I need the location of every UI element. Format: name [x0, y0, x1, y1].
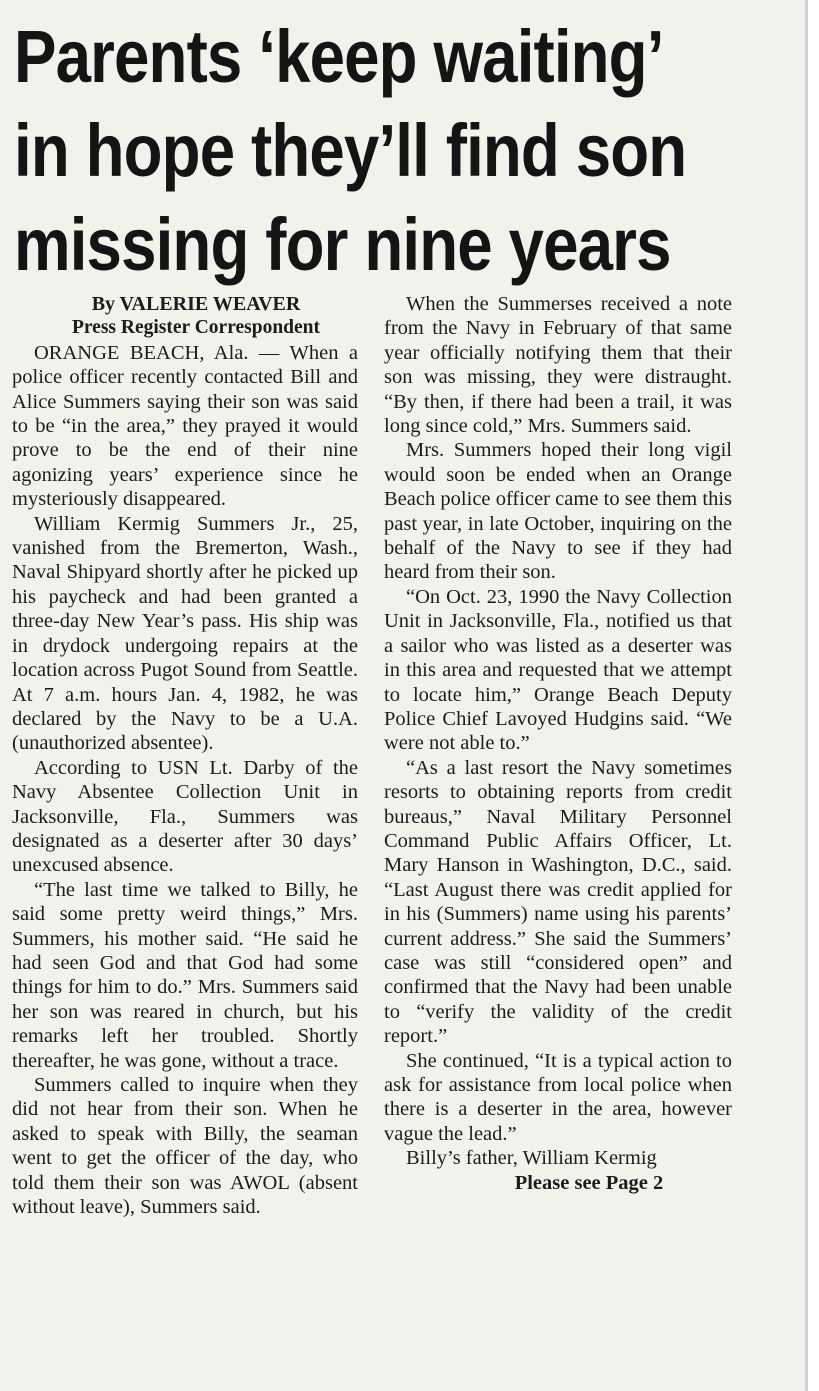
headline-line-2: in hope they’ll find son — [14, 109, 687, 192]
paragraph: Summers called to inquire when they did not hear from their son. When he asked to speak with Billy, the seaman went to get the officer of the day, who told them their son was AWOL (absent without leave), Summers said. — [12, 1074, 358, 1219]
paragraph: When the Summerses received a note from the Navy in February of that same year officially notifying them that their son was missing, they were distraught. “By then, if there had been a trail, it was long since cold,” Mrs. Summers said. — [384, 293, 732, 438]
paragraph: She continued, “It is a typical action to ask for assistance from local police when there is a deserter in the area, however vague the lead.” — [384, 1049, 732, 1145]
paragraph: “As a last resort the Navy sometimes resorts to obtaining reports from credit bureaus,” Naval Military Personnel Command Public Affairs Officer, Lt. Mary Hanson in Washington, D.C., said. “Last August there was credit applied for in his (Summers) name using his parents’ current address.” She said the Summers’ case was still “considered open” and confirmed that the Navy had been unable to “verify the validity of the credit report.” — [384, 756, 732, 1048]
article-column-right — [384, 292, 732, 1195]
paragraph: According to USN Lt. Darby of the Navy Absentee Collection Unit in Jacksonville, Fla., Summers was designated as a deserter after 30 days’ unexcused absence. — [12, 756, 358, 877]
article-column-left — [12, 292, 358, 1219]
paragraph: Billy’s father, William Kermig — [406, 1147, 657, 1170]
paragraph: ORANGE BEACH, Ala. — When a police officer recently contacted Bill and Alice Summers saying their son was said to be “in the area,” they prayed it would prove to be the end of their nine agonizing years’ experience since he mysteriously disappeared. — [12, 341, 358, 511]
byline-credit: Press Register Correspondent — [71, 317, 321, 339]
continued-on-page: Please see Page 2 — [514, 1171, 664, 1194]
paragraph: Mrs. Summers hoped their long vigil would soon be ended when an Orange Beach police officer came to see them this past year, in late October, inquiring on the behalf of the Navy to see if they had heard from their son. — [384, 439, 732, 584]
headline — [14, 10, 685, 292]
headline-line-3: missing for nine years — [14, 203, 671, 286]
paragraph: “The last time we talked to Billy, he said some pretty weird things,” Mrs. Summers, his mother said. “He said he had seen God and that God had some things for him to do.” Mrs. Summers said her son was reared in church, but his remarks left her troubled. Shortly thereafter, he was gone, without a trace. — [12, 878, 358, 1072]
headline-line-1: Parents ‘keep waiting’ — [14, 15, 664, 98]
paragraph: “On Oct. 23, 1990 the Navy Collection Unit in Jacksonville, Fla., notified us that a sailor who was listed as a deserter was in this area and requested that we attempt to locate him,” Orange Beach Deputy Police Chief Lavoyed Hudgins said. “We were not able to.” — [384, 585, 732, 755]
paragraph: William Kermig Summers Jr., 25, vanished from the Bremerton, Wash., Naval Shipyard shortly after he picked up his paycheck and had been granted a three-day New Year’s pass. His ship was in drydock undergoing repairs at the location across Pugot Sound from Seattle. At 7 a.m. hours Jan. 4, 1982, he was declared by the Navy to be a U.A. (unauthorized absentee). — [12, 512, 358, 755]
byline: By VALERIE WEAVER — [91, 293, 301, 315]
